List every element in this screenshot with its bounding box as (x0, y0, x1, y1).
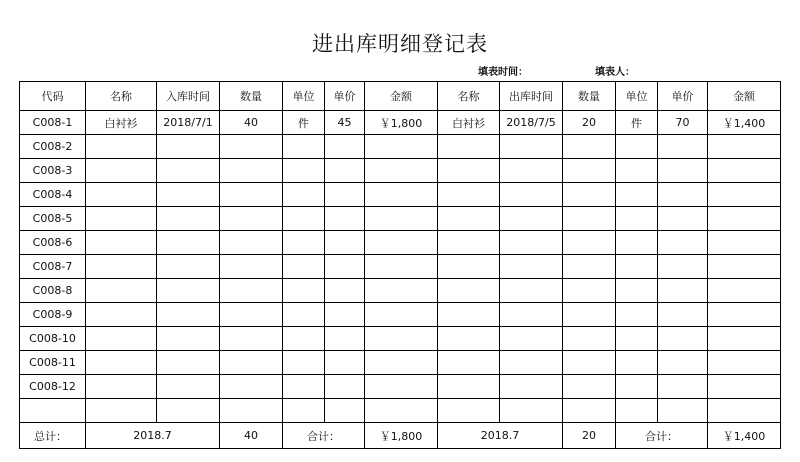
cell-out-unit (616, 303, 658, 327)
cell-in-date (157, 231, 220, 255)
cell-in-price (325, 375, 365, 399)
cell-out-date (500, 303, 563, 327)
cell-code: C008-2 (20, 135, 86, 159)
cell-out-amount (708, 159, 781, 183)
cell-out-price (658, 207, 708, 231)
cell-in-quantity (220, 183, 283, 207)
header-out-date: 出库时间 (500, 82, 563, 111)
cell-in-unit (283, 279, 325, 303)
cell-out-unit (616, 399, 658, 423)
out-period: 2018.7 (438, 423, 563, 449)
cell-in-quantity (220, 327, 283, 351)
cell-out-quantity (563, 135, 616, 159)
cell-in-name (86, 159, 157, 183)
cell-out-price (658, 303, 708, 327)
table-row (20, 375, 781, 399)
cell-in-unit (283, 159, 325, 183)
cell-in-unit: 件 (283, 111, 325, 135)
table-row (20, 303, 781, 327)
cell-out-quantity (563, 255, 616, 279)
cell-out-price (658, 255, 708, 279)
cell-in-quantity (220, 303, 283, 327)
cell-in-amount (365, 375, 438, 399)
cell-in-quantity: 40 (220, 111, 283, 135)
cell-in-date (157, 327, 220, 351)
cell-out-name (438, 159, 500, 183)
cell-out-quantity (563, 303, 616, 327)
cell-out-price (658, 231, 708, 255)
cell-in-unit (283, 327, 325, 351)
table-row (20, 183, 781, 207)
cell-out-date (500, 207, 563, 231)
cell-out-unit (616, 231, 658, 255)
cell-out-price: 70 (658, 111, 708, 135)
header-in-quantity: 数量 (220, 82, 283, 111)
cell-out-name (438, 351, 500, 375)
header-out-unit: 单位 (616, 82, 658, 111)
cell-in-date (157, 279, 220, 303)
cell-in-name: 白衬衫 (86, 111, 157, 135)
table-footer-row (20, 423, 781, 449)
cell-out-quantity (563, 399, 616, 423)
cell-out-name (438, 207, 500, 231)
cell-in-quantity (220, 375, 283, 399)
cell-in-date (157, 375, 220, 399)
cell-in-name (86, 135, 157, 159)
table-row (20, 327, 781, 351)
cell-in-price (325, 231, 365, 255)
cell-out-date (500, 399, 563, 423)
cell-in-name (86, 255, 157, 279)
cell-out-quantity (563, 279, 616, 303)
cell-out-amount (708, 255, 781, 279)
in-sum-label: 合计： (283, 423, 365, 449)
cell-out-price (658, 159, 708, 183)
cell-out-unit (616, 279, 658, 303)
header-in-date: 入库时间 (157, 82, 220, 111)
cell-code: C008-8 (20, 279, 86, 303)
cell-out-amount (708, 399, 781, 423)
header-in-name: 名称 (86, 82, 157, 111)
cell-in-price (325, 327, 365, 351)
cell-out-price (658, 183, 708, 207)
cell-out-amount (708, 135, 781, 159)
cell-in-unit (283, 231, 325, 255)
header-out-quantity: 数量 (563, 82, 616, 111)
cell-in-amount (365, 351, 438, 375)
cell-out-date (500, 159, 563, 183)
cell-in-quantity (220, 351, 283, 375)
cell-in-unit (283, 255, 325, 279)
cell-out-quantity (563, 231, 616, 255)
cell-code: C008-10 (20, 327, 86, 351)
cell-out-quantity (563, 159, 616, 183)
cell-out-price (658, 375, 708, 399)
cell-out-date (500, 351, 563, 375)
table-row (20, 279, 781, 303)
cell-out-amount (708, 279, 781, 303)
cell-in-date: 2018/7/1 (157, 111, 220, 135)
cell-out-date (500, 375, 563, 399)
fill-time-label: 填表时间： (478, 67, 528, 78)
header-in-price: 单价 (325, 82, 365, 111)
cell-in-quantity (220, 135, 283, 159)
header-out-name: 名称 (438, 82, 500, 111)
cell-in-amount (365, 231, 438, 255)
cell-in-unit (283, 351, 325, 375)
cell-in-price: 45 (325, 111, 365, 135)
cell-in-amount (365, 159, 438, 183)
cell-out-name (438, 231, 500, 255)
cell-in-amount (365, 399, 438, 423)
cell-out-amount (708, 351, 781, 375)
table-row (20, 231, 781, 255)
cell-out-name (438, 327, 500, 351)
header-in-amount: 金额 (365, 82, 438, 111)
cell-out-amount (708, 207, 781, 231)
cell-out-date (500, 135, 563, 159)
cell-out-name (438, 375, 500, 399)
cell-in-amount (365, 279, 438, 303)
cell-out-amount: ￥1,400 (708, 111, 781, 135)
cell-in-unit (283, 135, 325, 159)
cell-in-amount (365, 135, 438, 159)
cell-in-date (157, 159, 220, 183)
page-title: 进出库明细登记表 (312, 32, 488, 56)
cell-in-date (157, 351, 220, 375)
total-label: 总计： (20, 423, 86, 449)
cell-in-name (86, 399, 157, 423)
cell-in-price (325, 351, 365, 375)
table-row (20, 111, 781, 135)
cell-out-unit (616, 135, 658, 159)
cell-out-price (658, 327, 708, 351)
cell-in-price (325, 207, 365, 231)
cell-in-date (157, 303, 220, 327)
cell-code: C008-4 (20, 183, 86, 207)
cell-in-price (325, 183, 365, 207)
in-period: 2018.7 (86, 423, 220, 449)
cell-out-date (500, 327, 563, 351)
in-total-amount: ￥1,800 (365, 423, 438, 449)
table-row (20, 351, 781, 375)
cell-out-unit (616, 183, 658, 207)
cell-in-name (86, 231, 157, 255)
cell-out-date (500, 231, 563, 255)
table-row (20, 207, 781, 231)
cell-out-name: 白衬衫 (438, 111, 500, 135)
cell-out-date (500, 279, 563, 303)
cell-out-amount (708, 375, 781, 399)
cell-out-amount (708, 231, 781, 255)
cell-code (20, 399, 86, 423)
cell-in-unit (283, 375, 325, 399)
cell-out-price (658, 279, 708, 303)
cell-out-date: 2018/7/5 (500, 111, 563, 135)
cell-in-quantity (220, 207, 283, 231)
cell-out-name (438, 255, 500, 279)
cell-in-name (86, 279, 157, 303)
cell-out-quantity (563, 327, 616, 351)
cell-in-quantity (220, 231, 283, 255)
cell-in-price (325, 159, 365, 183)
cell-in-name (86, 375, 157, 399)
header-out-price: 单价 (658, 82, 708, 111)
cell-out-name (438, 399, 500, 423)
cell-out-unit (616, 207, 658, 231)
cell-out-quantity (563, 207, 616, 231)
in-total-quantity: 40 (220, 423, 283, 449)
header-in-unit: 单位 (283, 82, 325, 111)
cell-in-date (157, 135, 220, 159)
cell-in-name (86, 207, 157, 231)
cell-code: C008-12 (20, 375, 86, 399)
table-header-row (20, 82, 781, 111)
table-row (20, 159, 781, 183)
header-out-amount: 金额 (708, 82, 781, 111)
cell-in-price (325, 279, 365, 303)
cell-code: C008-5 (20, 207, 86, 231)
cell-out-unit (616, 375, 658, 399)
cell-out-unit (616, 351, 658, 375)
cell-in-quantity (220, 159, 283, 183)
cell-in-amount: ￥1,800 (365, 111, 438, 135)
cell-out-date (500, 255, 563, 279)
cell-code: C008-1 (20, 111, 86, 135)
cell-out-amount (708, 327, 781, 351)
cell-in-name (86, 183, 157, 207)
header-code: 代码 (20, 82, 86, 111)
cell-out-quantity (563, 351, 616, 375)
cell-out-quantity (563, 183, 616, 207)
out-sum-label: 合计： (616, 423, 708, 449)
cell-in-price (325, 303, 365, 327)
cell-out-quantity (563, 375, 616, 399)
cell-in-name (86, 303, 157, 327)
table-row (20, 135, 781, 159)
cell-code: C008-11 (20, 351, 86, 375)
cell-out-name (438, 183, 500, 207)
table-body (20, 111, 781, 423)
cell-in-date (157, 183, 220, 207)
cell-out-amount (708, 183, 781, 207)
cell-in-unit (283, 303, 325, 327)
cell-in-price (325, 399, 365, 423)
cell-in-amount (365, 327, 438, 351)
cell-out-unit (616, 255, 658, 279)
out-total-quantity: 20 (563, 423, 616, 449)
cell-out-price (658, 399, 708, 423)
cell-in-unit (283, 183, 325, 207)
cell-out-name (438, 303, 500, 327)
cell-out-price (658, 351, 708, 375)
cell-out-unit: 件 (616, 111, 658, 135)
cell-in-date (157, 207, 220, 231)
cell-in-date (157, 255, 220, 279)
cell-out-name (438, 279, 500, 303)
cell-in-quantity (220, 279, 283, 303)
cell-in-name (86, 351, 157, 375)
cell-in-price (325, 135, 365, 159)
cell-in-unit (283, 399, 325, 423)
cell-code: C008-3 (20, 159, 86, 183)
cell-code: C008-7 (20, 255, 86, 279)
cell-out-amount (708, 303, 781, 327)
cell-in-price (325, 255, 365, 279)
fill-person-label: 填表人： (595, 67, 635, 78)
table-row (20, 399, 781, 423)
cell-in-name (86, 327, 157, 351)
cell-out-date (500, 183, 563, 207)
cell-in-amount (365, 255, 438, 279)
out-total-amount: ￥1,400 (708, 423, 781, 449)
cell-in-quantity (220, 255, 283, 279)
cell-in-unit (283, 207, 325, 231)
cell-in-amount (365, 303, 438, 327)
cell-in-amount (365, 207, 438, 231)
cell-in-quantity (220, 399, 283, 423)
table-row (20, 255, 781, 279)
cell-code: C008-9 (20, 303, 86, 327)
cell-in-amount (365, 183, 438, 207)
cell-code: C008-6 (20, 231, 86, 255)
cell-out-price (658, 135, 708, 159)
cell-out-unit (616, 159, 658, 183)
cell-out-name (438, 135, 500, 159)
inventory-table (19, 81, 781, 449)
cell-in-date (157, 399, 220, 423)
cell-out-quantity: 20 (563, 111, 616, 135)
cell-out-unit (616, 327, 658, 351)
